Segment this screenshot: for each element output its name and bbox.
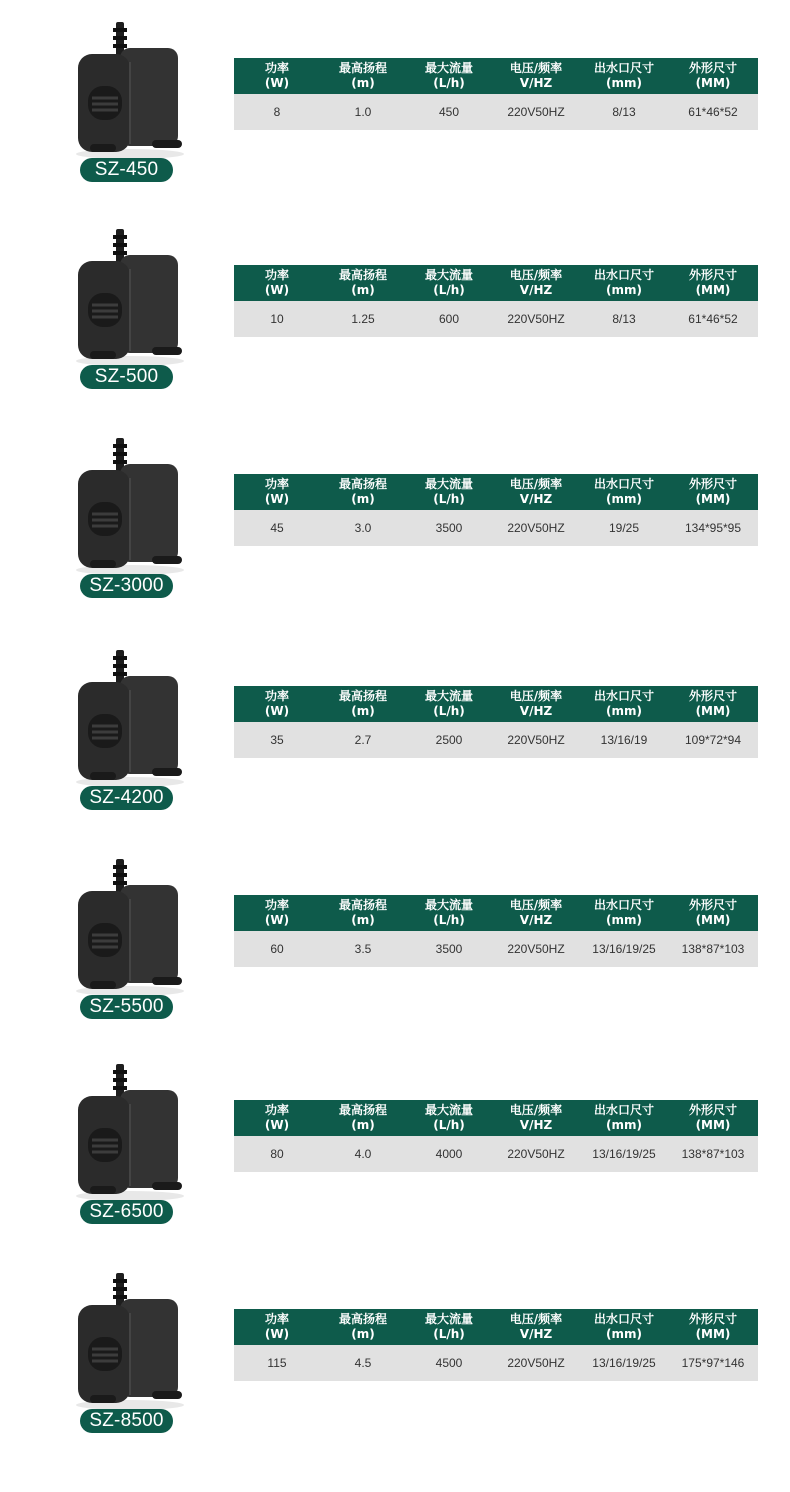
spec-value-cell: 1.25 [351,312,375,326]
spec-table [234,1100,758,1172]
model-badge: SZ-5500 [80,995,173,1019]
spec-header-line: (m) [351,76,375,90]
spec-header-cell [492,265,580,301]
spec-header-line: (MM) [695,492,731,506]
spec-header-cell [580,1100,668,1136]
spec-value-row [234,1345,758,1381]
spec-header-line: V/HZ [519,492,553,506]
spec-header-cell [320,58,406,94]
spec-value-row [234,94,758,130]
spec-header-line: 电压/频率 [509,689,563,703]
spec-header-row [234,895,758,931]
product-block-sz-3000 [0,424,790,633]
spec-value-cell: 60 [270,942,284,956]
spec-header-cell [320,895,406,931]
spec-header-cell [580,686,668,722]
spec-header-line: (L/h) [433,283,465,297]
spec-header-cell [320,265,406,301]
spec-header-line: 最高扬程 [338,1103,387,1117]
spec-header-line: 最大流量 [424,1312,473,1326]
spec-header-row [234,686,758,722]
spec-value-cell: 4000 [435,1147,463,1161]
spec-header-cell [234,474,320,510]
spec-value-cell: 61*46*52 [688,105,738,119]
spec-value-cell: 8/13 [612,312,636,326]
spec-header-line: (MM) [695,283,731,297]
spec-value-cell: 13/16/19/25 [592,1356,656,1370]
spec-header-line: 出水口尺寸 [593,689,654,703]
spec-header-cell [406,1100,492,1136]
spec-header-line: 最大流量 [424,1103,473,1117]
spec-header-cell [580,474,668,510]
product-block-sz-450 [0,8,790,217]
model-badge: SZ-3000 [80,574,173,598]
spec-header-line: V/HZ [519,1327,553,1341]
spec-header-line: (L/h) [433,76,465,90]
spec-header-line: 最大流量 [424,898,473,912]
spec-header-line: (mm) [606,1327,642,1341]
spec-header-line: (mm) [606,913,642,927]
spec-value-cell: 220V50HZ [507,312,565,326]
spec-value-cell: 10 [270,312,284,326]
spec-header-row [234,1100,758,1136]
spec-header-line: (m) [351,492,375,506]
spec-header-line: 出水口尺寸 [593,1103,654,1117]
spec-header-line: 最大流量 [424,689,473,703]
spec-header-line: 最大流量 [424,477,473,491]
spec-header-cell [234,58,320,94]
spec-value-cell: 109*72*94 [684,733,742,747]
spec-header-line: (W) [264,76,290,90]
spec-header-line: (W) [264,704,290,718]
spec-header-line: (mm) [606,1118,642,1132]
spec-header-cell [234,1309,320,1345]
spec-header-line: (W) [264,1118,290,1132]
product-block-sz-6500 [0,1050,790,1259]
spec-header-cell [234,1100,320,1136]
spec-value-cell: 61*46*52 [688,312,738,326]
spec-header-row [234,474,758,510]
spec-header-line: 最大流量 [424,61,473,75]
spec-value-cell: 220V50HZ [507,942,565,956]
spec-header-line: 外形尺寸 [688,61,737,75]
spec-header-line: 最高扬程 [338,268,387,282]
spec-value-cell: 115 [267,1356,287,1370]
spec-header-cell [406,1309,492,1345]
spec-header-line: 外形尺寸 [688,1103,737,1117]
spec-header-cell [668,474,758,510]
spec-header-line: 最高扬程 [338,689,387,703]
spec-header-line: (W) [264,913,290,927]
spec-table [234,58,758,130]
spec-header-line: (m) [351,1118,375,1132]
spec-header-row [234,58,758,94]
spec-header-cell [234,686,320,722]
spec-header-line: (L/h) [433,1118,465,1132]
spec-value-cell: 13/16/19/25 [592,1147,656,1161]
spec-header-cell [492,1100,580,1136]
spec-header-line: 功率 [264,61,289,75]
spec-value-row [234,301,758,337]
spec-header-cell [320,686,406,722]
spec-header-line: 电压/频率 [509,477,563,491]
spec-header-cell [580,265,668,301]
spec-value-row [234,510,758,546]
spec-header-line: (MM) [695,76,731,90]
spec-value-cell: 220V50HZ [507,733,565,747]
spec-value-row [234,1136,758,1172]
spec-value-cell: 13/16/19 [600,733,648,747]
spec-header-line: (MM) [695,1118,731,1132]
model-badge: SZ-450 [80,158,173,182]
spec-header-line: (m) [351,913,375,927]
spec-header-line: 功率 [264,689,289,703]
spec-header-line: (m) [351,704,375,718]
spec-value-cell: 2500 [435,733,463,747]
spec-value-cell: 220V50HZ [507,1356,565,1370]
spec-value-cell: 8 [273,105,281,119]
spec-header-line: 电压/频率 [509,1103,563,1117]
submersible-pump-icon [60,1265,200,1413]
spec-table [234,686,758,758]
spec-value-cell: 138*87*103 [681,1147,745,1161]
spec-header-line: 最高扬程 [338,1312,387,1326]
spec-header-cell [406,895,492,931]
spec-header-cell [320,1100,406,1136]
spec-header-line: 外形尺寸 [688,898,737,912]
spec-header-line: (mm) [606,492,642,506]
spec-header-line: 功率 [264,477,289,491]
spec-header-line: 外形尺寸 [688,1312,737,1326]
spec-header-line: 外形尺寸 [688,689,737,703]
spec-header-line: (mm) [606,76,642,90]
spec-header-line: (W) [264,492,290,506]
spec-header-cell [580,58,668,94]
spec-value-cell: 175*97*146 [681,1356,745,1370]
spec-header-line: 电压/频率 [509,268,563,282]
spec-value-cell: 3500 [435,521,463,535]
spec-header-cell [492,895,580,931]
spec-header-line: (mm) [606,283,642,297]
spec-header-line: 功率 [264,898,289,912]
spec-header-line: 电压/频率 [509,1312,563,1326]
spec-value-cell: 4.5 [354,1356,372,1370]
spec-value-cell: 220V50HZ [507,521,565,535]
spec-header-line: V/HZ [519,76,553,90]
spec-header-cell [580,1309,668,1345]
spec-header-line: (W) [264,1327,290,1341]
spec-header-cell [320,1309,406,1345]
spec-header-line: (L/h) [433,913,465,927]
spec-value-cell: 3.5 [354,942,372,956]
spec-header-line: (MM) [695,704,731,718]
model-badge: SZ-500 [80,365,173,389]
spec-value-row [234,931,758,967]
spec-value-cell: 3.0 [354,521,372,535]
spec-header-line: (L/h) [433,704,465,718]
spec-header-line: (L/h) [433,1327,465,1341]
spec-value-cell: 2.7 [354,733,372,747]
spec-header-cell [406,58,492,94]
spec-header-line: 功率 [264,1103,289,1117]
spec-header-line: 出水口尺寸 [593,898,654,912]
spec-value-cell: 4.0 [354,1147,372,1161]
submersible-pump-icon [60,1056,200,1204]
spec-header-cell [668,1100,758,1136]
spec-value-cell: 1.0 [354,105,372,119]
spec-header-row [234,1309,758,1345]
spec-header-line: V/HZ [519,704,553,718]
spec-table [234,895,758,967]
spec-header-line: (mm) [606,704,642,718]
submersible-pump-icon [60,430,200,578]
spec-header-cell [492,58,580,94]
spec-header-line: 最高扬程 [338,61,387,75]
submersible-pump-icon [60,642,200,790]
model-badge: SZ-6500 [80,1200,173,1224]
spec-header-line: 出水口尺寸 [593,1312,654,1326]
spec-header-line: V/HZ [519,1118,553,1132]
spec-header-line: (W) [264,283,290,297]
spec-header-line: 电压/频率 [509,61,563,75]
spec-header-line: V/HZ [519,913,553,927]
spec-header-cell [234,895,320,931]
spec-header-cell [234,265,320,301]
spec-header-cell [406,474,492,510]
spec-header-line: (m) [351,1327,375,1341]
spec-value-cell: 8/13 [612,105,636,119]
spec-header-cell [668,1309,758,1345]
model-badge: SZ-8500 [80,1409,173,1433]
spec-value-cell: 138*87*103 [681,942,745,956]
spec-header-cell [492,686,580,722]
spec-table [234,265,758,337]
spec-header-cell [668,686,758,722]
spec-header-line: 最高扬程 [338,477,387,491]
spec-header-cell [668,895,758,931]
product-block-sz-8500 [0,1259,790,1468]
spec-header-line: 电压/频率 [509,898,563,912]
product-block-sz-500 [0,215,790,424]
submersible-pump-icon [60,221,200,369]
spec-header-row [234,265,758,301]
spec-header-cell [492,1309,580,1345]
spec-header-line: (L/h) [433,492,465,506]
spec-header-line: 出水口尺寸 [593,61,654,75]
spec-value-cell: 450 [438,105,460,119]
spec-value-cell: 220V50HZ [507,105,565,119]
submersible-pump-icon [60,851,200,999]
spec-value-cell: 220V50HZ [507,1147,565,1161]
spec-header-line: (m) [351,283,375,297]
model-badge: SZ-4200 [80,786,173,810]
spec-header-line: 功率 [264,268,289,282]
product-block-sz-5500 [0,845,790,1054]
spec-value-cell: 45 [270,521,284,535]
submersible-pump-icon [60,14,200,162]
spec-header-line: 出水口尺寸 [593,477,654,491]
spec-header-cell [320,474,406,510]
product-block-sz-4200 [0,636,790,845]
spec-header-line: 最大流量 [424,268,473,282]
spec-table [234,1309,758,1381]
spec-value-cell: 19/25 [608,521,640,535]
spec-header-cell [668,58,758,94]
spec-header-line: 出水口尺寸 [593,268,654,282]
spec-table [234,474,758,546]
spec-header-cell [406,686,492,722]
spec-header-line: 外形尺寸 [688,268,737,282]
spec-value-cell: 80 [270,1147,284,1161]
spec-header-line: 外形尺寸 [688,477,737,491]
spec-value-cell: 134*95*95 [684,521,742,535]
spec-header-cell [406,265,492,301]
spec-header-cell [492,474,580,510]
spec-value-cell: 3500 [435,942,463,956]
spec-header-line: (MM) [695,1327,731,1341]
spec-value-cell: 35 [270,733,284,747]
spec-header-cell [668,265,758,301]
spec-header-line: 功率 [264,1312,289,1326]
spec-header-line: V/HZ [519,283,553,297]
spec-value-cell: 13/16/19/25 [592,942,656,956]
spec-header-line: (MM) [695,913,731,927]
spec-value-cell: 4500 [435,1356,463,1370]
spec-value-row [234,722,758,758]
spec-header-cell [580,895,668,931]
spec-header-line: 最高扬程 [338,898,387,912]
spec-value-cell: 600 [438,312,460,326]
